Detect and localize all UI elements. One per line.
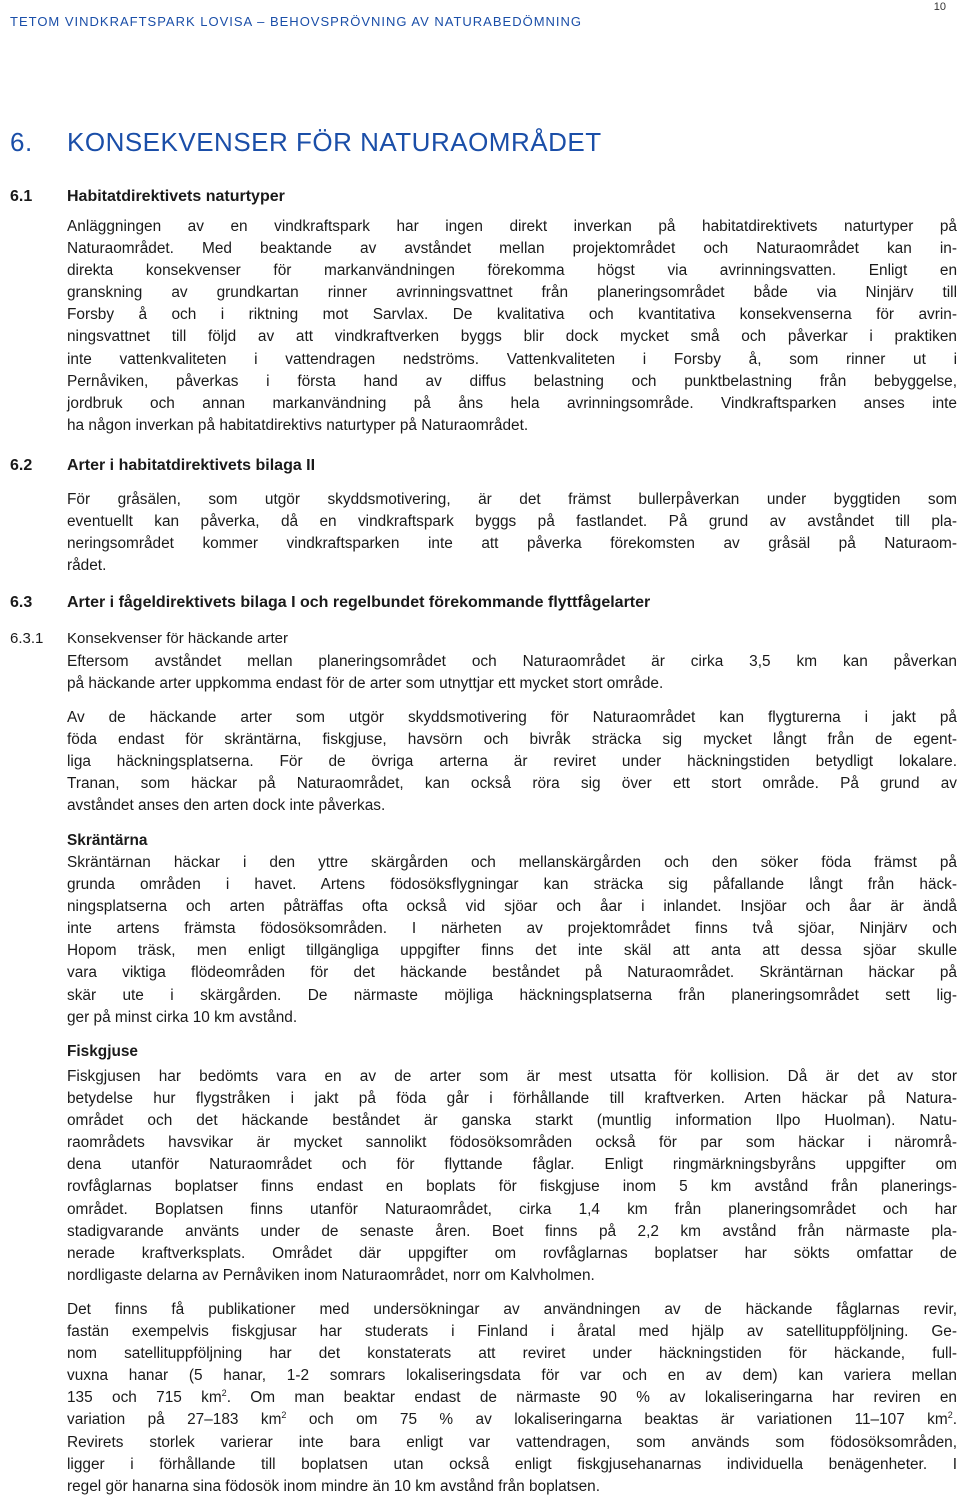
text-line: rådet. (67, 557, 107, 575)
section-number: 6.1 (10, 188, 33, 205)
text-line: området. Boplatsen finns utanför Naturaområdet, cirka 1,4 km från planeringsområdet och har (67, 1200, 957, 1218)
text-line: Forsby å och i riktning mot Sarvlax. De kvalitativa och kvantitativa konsekvenserna för avrin- (67, 306, 957, 324)
paragraph-grey-seal (67, 489, 957, 577)
text-line: Fiskgjusen har bedömts vara en av de arter som är mest utsatta för kollision. Då är det av stor (67, 1068, 957, 1085)
text-line: eventuellt kan påverka, då en vindkraftspark byggs på fastlandet. På grund av avståndet till pla- (67, 513, 957, 531)
text-line: fastän exempelvis fiskgjusar har studerats i Finland i åratal med hjälp av satellituppföljning. Ge- (67, 1323, 957, 1341)
paragraph-satellite-tracking (67, 1299, 957, 1498)
text-line: jordbruk och annan markanvändning på åns hela avrinningsområde. Vindkraftsparken anses inte (67, 394, 957, 412)
section-heading-6-2 (10, 457, 315, 475)
chapter-number: 6. (10, 127, 33, 157)
text-line: Hopom träsk, men enligt tillgängliga uppgifter finns det inte skäl att anta att dessa sjöar skulle (67, 942, 957, 960)
text-line: Det finns få publikationer med undersökningar av användningen av de häckande fåglarnas revir, (67, 1301, 957, 1318)
text-line: stadigvarande använts under de senaste åren. Boet finns på 2,2 km avstånd från närmaste pla- (67, 1222, 957, 1240)
text-line: området och det häckande beståndet är ganska starkt (muntlig information Ilpo Huolman). Natu- (67, 1112, 957, 1130)
species-heading-fiskgjuse: Fiskgjuse (67, 1043, 138, 1060)
text-line: granskning av grundkartan rinner avrinningsvattnet från planeringsområdet både via Ninjärv till (67, 284, 957, 302)
text-line: betydelse hur flygstråken i jakt på föda går i förhållande till kraftverken. Arten häckar på Natura- (67, 1090, 957, 1108)
page-number: 10 (933, 1, 946, 13)
text-line: Pernåviken, påverkas i första hand av diffus belastning och punktbelastning från bebyggelse, (67, 372, 957, 390)
section-heading-6-1 (10, 188, 285, 206)
superscript: 2 (947, 1410, 953, 1421)
text-line: ningsplatserna och arten påträffas ofta också vid sjöar och åar i inlandet. Insjöar och åar är ändå (67, 898, 957, 916)
text-line: dena utanför Naturaområdet och för flyttande fåglar. Enligt ringmärkningsbyråns uppgifter om (67, 1156, 957, 1174)
text-line: inte vattenkvaliteten i vattendragen nedströms. Vattenkvaliteten i Forsby å, som rinner ut i (67, 350, 957, 368)
subsection-heading-6-3-1 (10, 630, 288, 647)
paragraph-fiskgjuse (67, 1066, 957, 1287)
running-header: TETOM VINDKRAFTSPARK LOVISA – BEHOVSPRÖVNING AV NATURABEDÖMNING (10, 14, 583, 29)
superscript: 2 (221, 1388, 227, 1399)
text-line: vuxna hanar (5 hanar, 1-2 somrars lokaliseringsdata för var och en av dem) kan variera mellan (67, 1367, 957, 1385)
section-title: Konsekvenser för häckande arter (67, 630, 288, 647)
chapter-title-text: KONSEKVENSER FÖR NATURAOMRÅDET (67, 127, 602, 157)
text-segment: . (952, 1411, 957, 1429)
text-line: avståndet anses den arten dock inte påverkas. (67, 797, 386, 815)
text-line: ningsvattnet till följd av att vindkraftverken byggs blir dock mycket små och påverkar i praktiken (67, 328, 957, 346)
text-segment: 135 och 715 km (67, 1389, 222, 1407)
section-number: 6.2 (10, 457, 33, 474)
text-segment: och om 75 % av lokaliseringarna beaktas är variationen 11–107 km (286, 1411, 948, 1429)
text-line: Anläggningen av en vindkraftspark har ingen direkt inverkan på habitatdirektivets naturtyper på (67, 218, 957, 235)
text-line (67, 1409, 957, 1431)
text-line: Tranan, som häckar på Naturaområdet, kan också röra sig över ett stort område. På grund av (67, 775, 957, 793)
text-line: För gråsälen, som utgör skyddsmotivering, är det främst bullerpåverkan under byggtiden som (67, 491, 957, 508)
text-line: nerade kraftverksplats. Området där uppgifter om rovfåglarnas boplatser har sökts omfattar de (67, 1244, 957, 1262)
text-line: ligger i förhållande till boplatsen utan också enligt fiskgjusehanarnas individuella benägenheter. I (67, 1455, 957, 1473)
text-line: raområdets havsvikar är mycket sannolikt födosöksområden också för par som häckar i närområ- (67, 1134, 957, 1152)
text-line: liga häckningsplatserna. För de övriga arterna är reviret under häckningstiden betydligt lokalare. (67, 753, 957, 771)
text-line: på häckande arter uppkomma endast för de arter som utnyttjar ett mycket stort område. (67, 675, 664, 693)
chapter-title (10, 127, 602, 158)
species-heading-skrantarna: Skräntärna (67, 832, 148, 849)
text-line: ger på minst cirka 10 km avstånd. (67, 1008, 298, 1026)
text-line: Skräntärnan häckar i den yttre skärgården och mellanskärgården och den söker föda främst på (67, 854, 957, 871)
section-title: Arter i fågeldirektivets bilaga I och regelbundet förekommande flyttfågelarter (67, 594, 651, 611)
text-line: grunda områden i havet. Artens födosöksflygningar kan sträcka sig påfallande långt från häck- (67, 876, 957, 894)
text-line: vara viktiga flödeområden för det häckande beståndet på Naturaområdet. Skräntärnan häckar på (67, 964, 957, 982)
text-line: Naturaområdet. Med beaktande av avståndet mellan projektområdet och Naturaområdet kan in- (67, 240, 957, 258)
section-title: Arter i habitatdirektivets bilaga II (67, 457, 316, 474)
text-line: Eftersom avståndet mellan planeringsområdet och Naturaområdet är cirka 3,5 km kan påverkan (67, 653, 957, 670)
text-line: föda endast för skräntärna, fiskgjuse, havsörn och bivråk sträcka sig mycket långt från de egent- (67, 731, 957, 749)
section-title: Habitatdirektivets naturtyper (67, 188, 285, 205)
text-segment: variation på 27–183 km (67, 1411, 282, 1429)
text-segment: . Om man beaktar endast de närmaste 90 % av lokaliseringarna har reviren en (226, 1389, 957, 1407)
paragraph-breeding-species (67, 707, 957, 817)
superscript: 2 (281, 1410, 287, 1421)
section-number: 6.3 (10, 594, 33, 611)
text-line: Av de häckande arter som utgör skyddsmotivering för Naturaområdet kan flygturerna i jakt på (67, 709, 957, 726)
paragraph-habitat-types (67, 216, 957, 437)
text-line: direkta konsekvenser för markanvändningen förekomma högst via avrinningsvatten. Enligt en (67, 262, 957, 280)
text-line: rovfåglarnas boplatser finns endast en boplats för fiskgjuse inom 5 km avstånd från planerings- (67, 1178, 957, 1196)
text-line: nordligaste delarna av Pernåviken inom Naturaområdet, norr om Kalvholmen. (67, 1266, 595, 1284)
text-line: nom satellituppföljning har det konstaterats att reviret under häckningstiden för häckande, full- (67, 1345, 957, 1363)
text-line: skär ute i skärgården. De närmaste möjliga häckningsplatserna från planeringsområdet sett lig- (67, 986, 957, 1004)
paragraph-distance (67, 651, 957, 695)
text-line (67, 1387, 957, 1409)
text-line: Revirets storlek varierar inte bara enligt var vattendragen, som används som födosöksområden, (67, 1433, 957, 1451)
section-number: 6.3.1 (10, 630, 44, 647)
text-line: regel gör hanarna sina födosök inom mindre än 10 km avstånd från boplatsen. (67, 1477, 601, 1495)
paragraph-skrantarna (67, 852, 957, 1029)
text-line: neringsområdet kommer vindkraftsparken inte att påverka förekomsten av gråsäl på Naturaom- (67, 535, 957, 553)
text-line: inte artens främsta födosöksområden. I närheten av projektområdet finns två sjöar, Ninjärv och (67, 920, 957, 938)
text-line: ha någon inverkan på habitatdirektivs naturtyper på Naturaområdet. (67, 416, 529, 434)
section-heading-6-3 (10, 594, 650, 612)
